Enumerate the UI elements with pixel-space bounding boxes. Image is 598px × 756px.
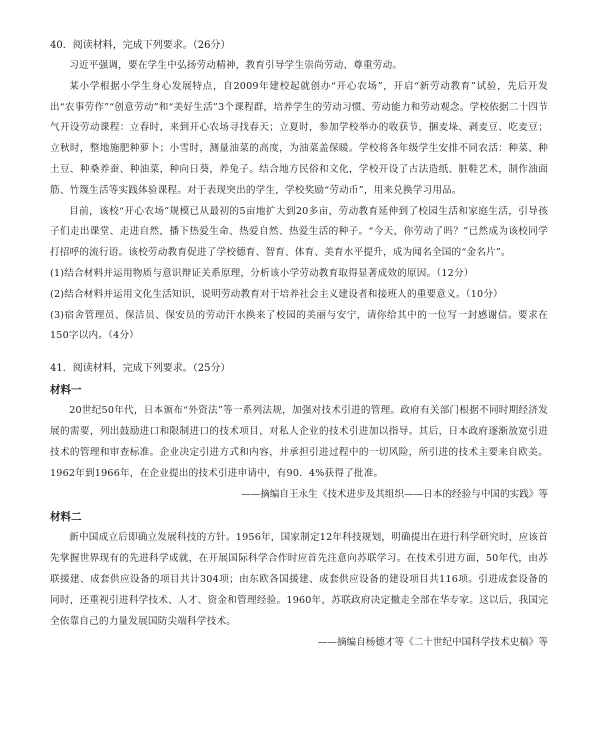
q40-subquestion-1: (1)结合材料并运用物质与意识辩证关系原理，分析该小学劳动教育取得显著成效的原因。（12分） (50, 267, 474, 279)
material-2-source: ——摘编自杨德才等《二十世纪中国科学技术史稿》等 (317, 637, 548, 649)
material-2-heading: 材料二 (50, 511, 82, 524)
q40-paragraph-3: 目前，该校“开心农场”规模已从最初的5亩地扩大到20多亩，劳动教育延伸到了校园生活和家庭生活，引导孩子们走出课堂、走进自然，播下热爱生命、热爱自然、热爱生活的种子。“今天，你劳动了吗？”已然成为该校同学打招呼的流行语。该校劳动教育促进了学校德育、智育、体育、美育水平提升，成为闻名全国的“金名片”。 (50, 205, 548, 259)
material-2-text: 新中国成立后即确立发展科技的方针。1956年，国家制定12年科技规划，明确提出在进行科学研究时，应该首先掌握世界现有的先进科学成就，在开展国际科学合作时应首先注意向苏联学习。在技术引进方面，50年代，由苏联援建、成套供应设备的项目共计304项；由东欧各国援建、成套供应设备的建设项目共116项。引进成套设备的同时，还重视引进科学技术、人才、资金和管理经验。1960年，苏联政府决定撤走全部在华专家。这以后，我国完全依靠自己的力量发展国防尖端科学技术。 (50, 532, 548, 627)
section-gap (50, 347, 548, 359)
q40-subquestion-3: (3)宿舍管理员、保洁员、保安员的劳动汗水换来了校园的美丽与安宁，请你给其中的一位写一封感谢信。要求在150字以内。（4分） (50, 309, 548, 342)
q40-paragraph-1: 习近平强调，要在学生中弘扬劳动精神，教育引导学生崇尚劳动、尊重劳动。 (69, 60, 403, 71)
material-1-heading: 材料一 (50, 384, 82, 397)
q40-subquestion-2: (2)结合材料并运用文化生活知识，说明劳动教育对于培养社会主义建设者和接班人的重要意义。（10分） (50, 288, 503, 300)
material-1-source: ——摘编自王永生《技术进步及其组织——日本的经验与中国的实践》等 (241, 489, 548, 501)
question-40-title: 40．阅读材料，完成下列要求。（26分） (50, 40, 231, 51)
question-41-title: 41．阅读材料，完成下列要求。（25分） (50, 363, 231, 375)
q40-paragraph-2: 某小学根据小学生身心发展特点，自2009年建校起就创办“开心农场”，开启“新劳动教育”试验，先后开发出“农事劳作”“创意劳动”和“美好生活”3个课程群，培养学生的劳动习惯、劳动能力和劳动观念。学校依据二十四节气开设劳动课程：立春时，来到开心农场寻找春天；立夏时，参加学校举办的收获节，捆麦垛、剥麦豆、吃麦豆；立秋时，整地施肥种萝卜；小雪时，测量油菜的高度，为油菜盖保暖。学校将各年级学生安排不同农活：种菜、种土豆、种桑养蚕、种油菜，种向日葵，养兔子。结合地方民俗和文化，学校开设了古法造纸、脏鞋艺术，制作油面筋、竹篾生活等实践体验课程。对于表现突出的学生，学校奖励“劳动币”，用来兑换学习用品。 (50, 80, 548, 196)
material-1-text: 20世纪50年代，日本颁布“外资法”等一系列法规，加强对技术引进的管理。政府有关部门根据不同时期经济发展的需要，列出鼓励进口和限制进口的技术项目，对私人企业的技术引进加以指导。其后，日本政府逐渐放宽引进技术的管理和审查标准。企业决定引进方式和内容，并承担引进过程中的一切风险，所引进的技术主要来自欧美。1962年到1966年，在企业提出的技术引进申请中，有90．4%获得了批准。 (50, 405, 548, 479)
